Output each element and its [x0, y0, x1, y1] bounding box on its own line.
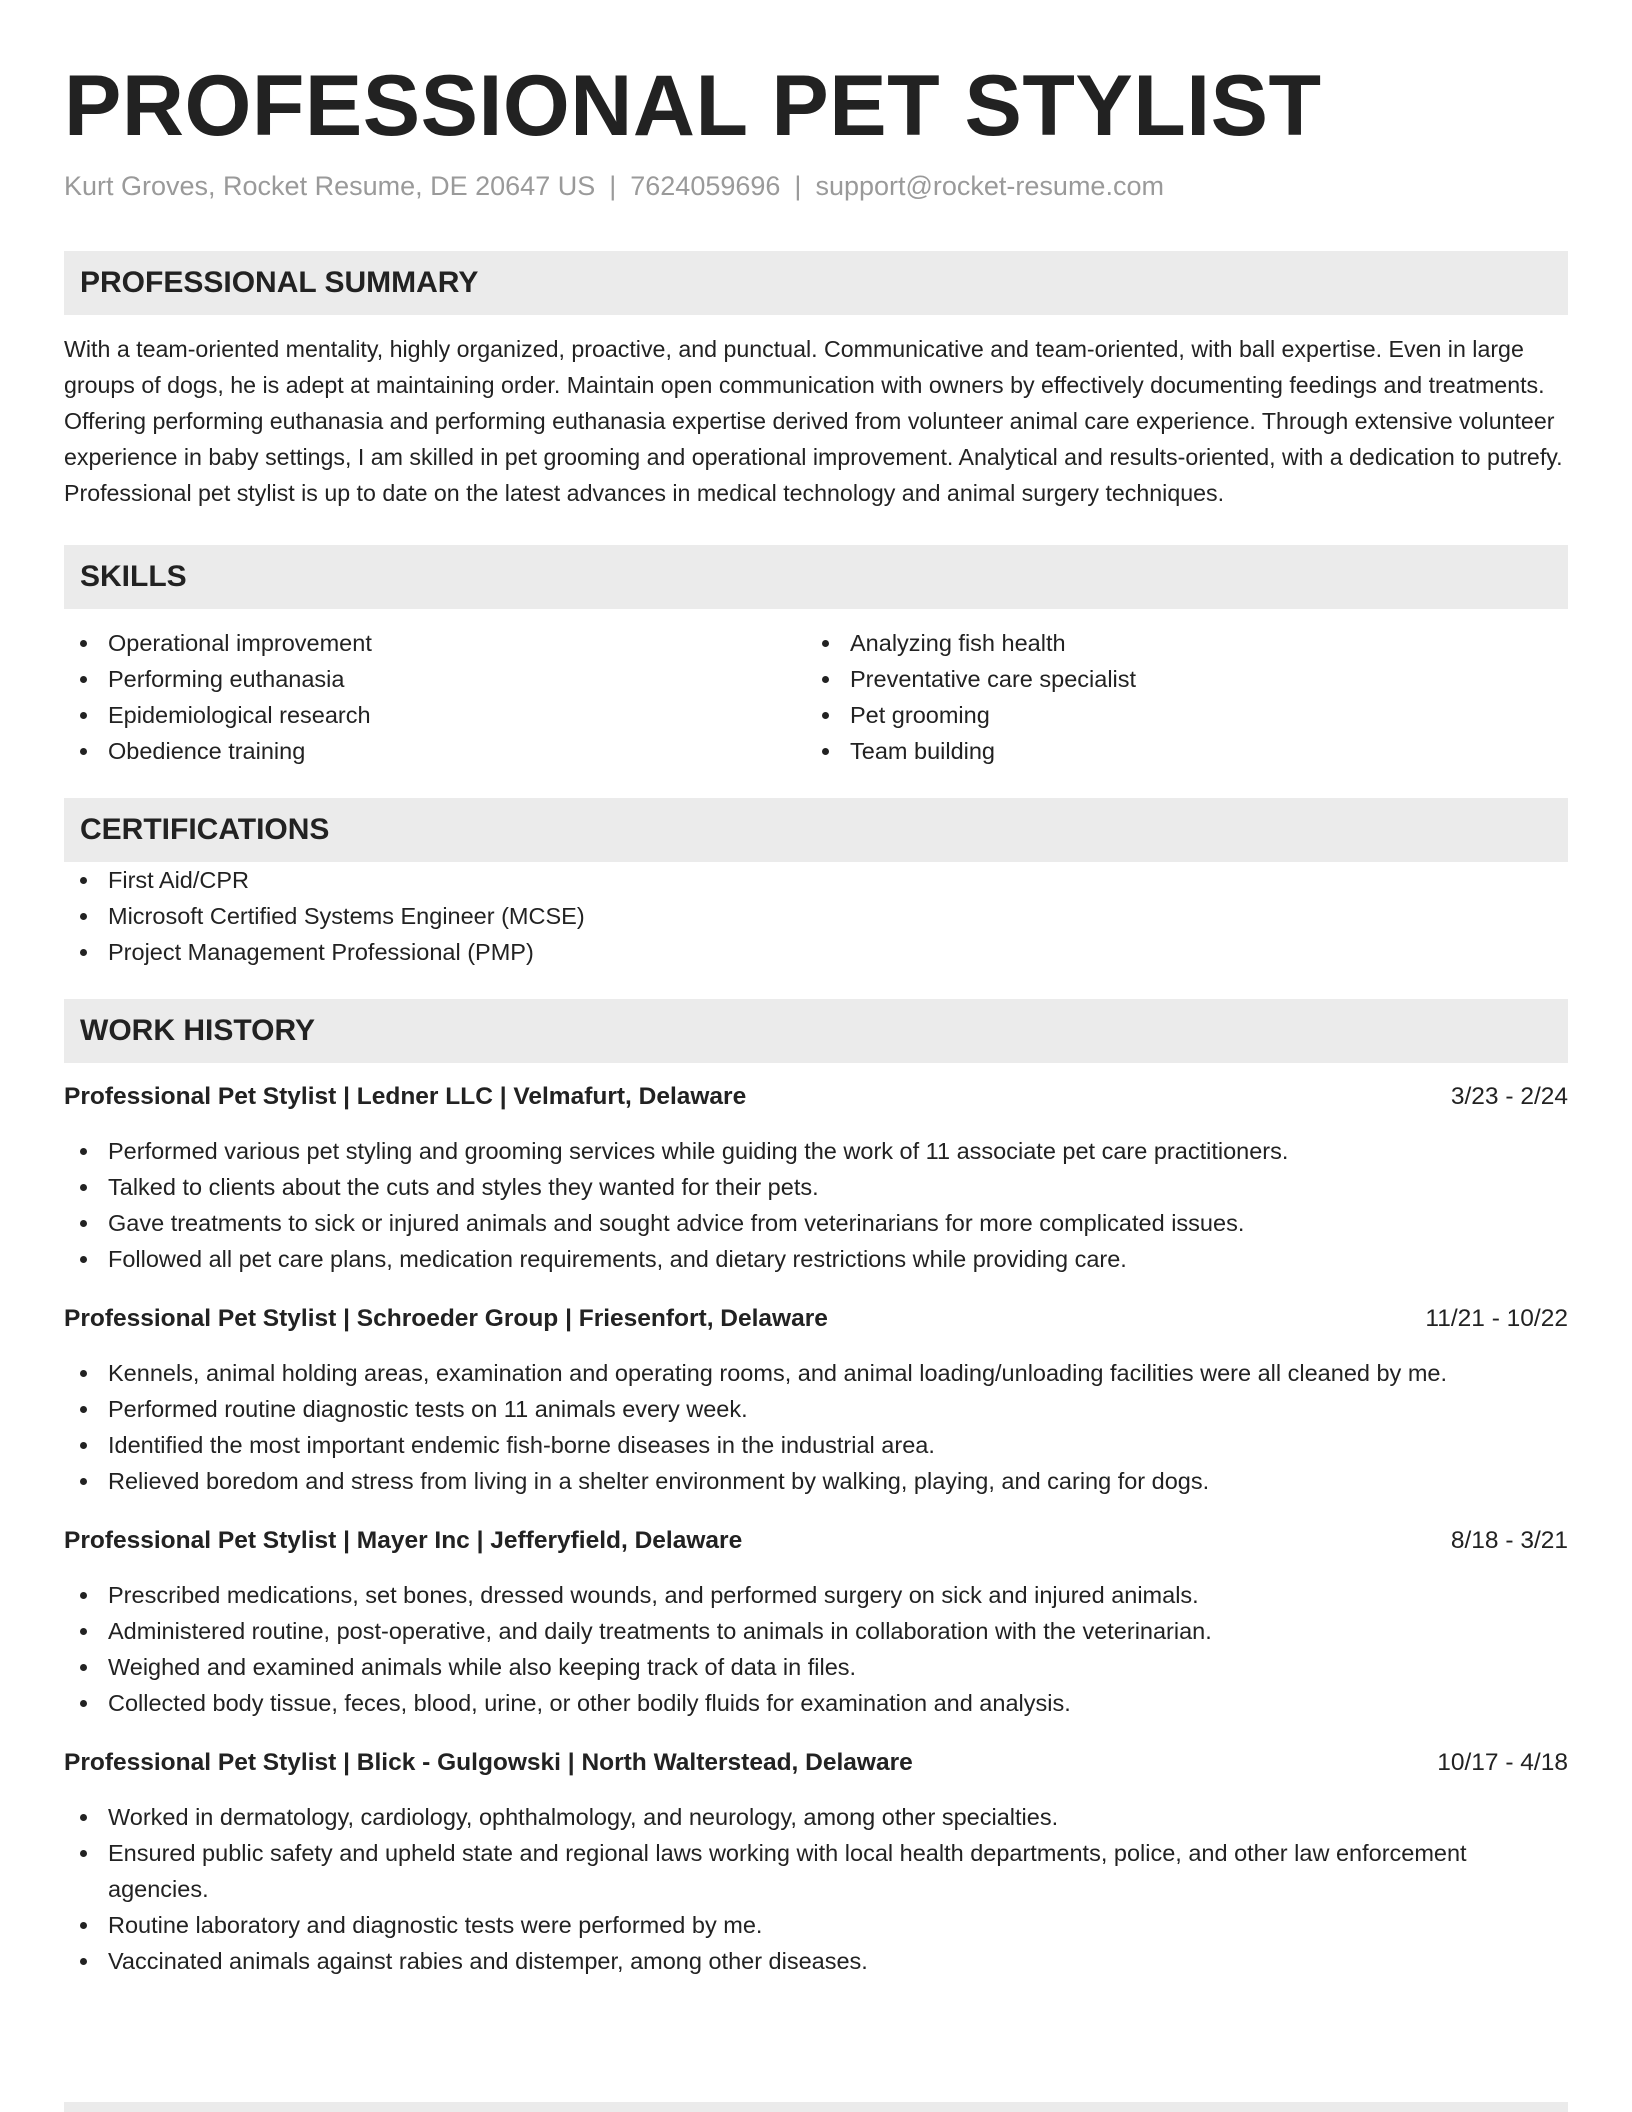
job-duty-item: Performed routine diagnostic tests on 11 animals every week.: [64, 1391, 1568, 1427]
job-dates: 10/17 - 4/18: [1437, 1749, 1568, 1776]
work-history-heading: WORK HISTORY: [64, 999, 1568, 1063]
job-duty-item: Collected body tissue, feces, blood, urine, or other bodily fluids for examination and analysis.: [64, 1685, 1568, 1721]
job-title: Professional Pet Stylist | Schroeder Group | Friesenfort, Delaware: [64, 1305, 828, 1332]
skills-section: [64, 545, 1568, 769]
contact-separator: |: [609, 171, 617, 201]
certifications-heading: CERTIFICATIONS: [64, 798, 1568, 862]
job-duty-item: Kennels, animal holding areas, examination and operating rooms, and animal loading/unloading facilities were all cleaned by me.: [64, 1355, 1568, 1391]
job-header: [64, 1745, 1568, 1781]
job-duty-item: Identified the most important endemic fish-borne diseases in the industrial area.: [64, 1427, 1568, 1463]
certification-item: Project Management Professional (PMP): [64, 934, 1568, 970]
job-entry: [64, 1079, 1568, 1277]
resume-title: PROFESSIONAL PET STYLIST: [64, 58, 1322, 154]
job-duty-item: Vaccinated animals against rabies and distemper, among other diseases.: [64, 1943, 1568, 1979]
certifications-section: [64, 798, 1568, 970]
skills-column-left: [64, 625, 806, 769]
work-history-section: [64, 999, 1568, 1979]
job-header: [64, 1079, 1568, 1115]
skill-item: Operational improvement: [64, 625, 806, 661]
job-duties-list: [64, 1577, 1568, 1721]
job-header: [64, 1301, 1568, 1337]
contact-address: Kurt Groves, Rocket Resume, DE 20647 US: [64, 171, 596, 201]
summary-heading: PROFESSIONAL SUMMARY: [64, 251, 1568, 315]
job-title: Professional Pet Stylist | Mayer Inc | Jefferyfield, Delaware: [64, 1527, 743, 1554]
certification-item: Microsoft Certified Systems Engineer (MCSE): [64, 898, 1568, 934]
job-duties-list: [64, 1133, 1568, 1277]
job-duty-item: Weighed and examined animals while also keeping track of data in files.: [64, 1649, 1568, 1685]
contact-phone: 7624059696: [630, 171, 781, 201]
contact-line: [64, 169, 1568, 203]
skill-item: Pet grooming: [806, 697, 1548, 733]
job-duty-item: Prescribed medications, set bones, dressed wounds, and performed surgery on sick and injured animals.: [64, 1577, 1568, 1613]
job-entry: [64, 1523, 1568, 1721]
skill-item: Preventative care specialist: [806, 661, 1548, 697]
summary-text: With a team-oriented mentality, highly organized, proactive, and punctual. Communicative and team-oriented, with ball expertise. Even in large groups of dogs, he is adept at maintaining order. Maintain open communication with owners by effectively documenting feedings and treatments. Offering performing euthanasia and performing euthanasia expertise derived from volunteer animal care experience. Through extensive volunteer experience in baby settings, I am skilled in pet grooming and operational improvement. Analytical and results-oriented, with a dedication to putrefy. Professional pet stylist is up to date on the latest advances in medical technology and animal surgery techniques.: [64, 336, 1563, 506]
job-duty-item: Routine laboratory and diagnostic tests were performed by me.: [64, 1907, 1568, 1943]
job-title: Professional Pet Stylist | Blick - Gulgowski | North Walterstead, Delaware: [64, 1749, 913, 1776]
job-title: Professional Pet Stylist | Ledner LLC | Velmafurt, Delaware: [64, 1083, 747, 1110]
skill-item: Analyzing fish health: [806, 625, 1548, 661]
job-dates: 11/21 - 10/22: [1425, 1305, 1568, 1332]
job-duties-list: [64, 1799, 1568, 1979]
skills-heading: SKILLS: [64, 545, 1568, 609]
job-duty-item: Followed all pet care plans, medication requirements, and dietary restrictions while providing care.: [64, 1241, 1568, 1277]
job-duty-item: Administered routine, post-operative, and daily treatments to animals in collaboration with the veterinarian.: [64, 1613, 1568, 1649]
skill-item: Team building: [806, 733, 1548, 769]
job-entry: [64, 1745, 1568, 1979]
job-duties-list: [64, 1355, 1568, 1499]
job-entry: [64, 1301, 1568, 1499]
job-duty-item: Talked to clients about the cuts and styles they wanted for their pets.: [64, 1169, 1568, 1205]
skill-item: Performing euthanasia: [64, 661, 806, 697]
summary-section: [64, 251, 1568, 511]
job-dates: 8/18 - 3/21: [1450, 1527, 1568, 1554]
next-section-header-edge: [64, 2102, 1568, 2112]
job-duty-item: Ensured public safety and upheld state and regional laws working with local health departments, police, and other law enforcement agencies.: [64, 1835, 1568, 1907]
skill-item: Epidemiological research: [64, 697, 806, 733]
certifications-list: [64, 862, 1568, 970]
job-duty-item: Worked in dermatology, cardiology, ophthalmology, and neurology, among other specialties.: [64, 1799, 1568, 1835]
skills-grid: [64, 625, 1568, 769]
skills-column-right: [806, 625, 1548, 769]
skill-item: Obedience training: [64, 733, 806, 769]
job-duty-item: Performed various pet styling and grooming services while guiding the work of 11 associate pet care practitioners.: [64, 1133, 1568, 1169]
job-dates: 3/23 - 2/24: [1450, 1083, 1568, 1110]
contact-separator: |: [794, 171, 802, 201]
job-duty-item: Gave treatments to sick or injured animals and sought advice from veterinarians for more complicated issues.: [64, 1205, 1568, 1241]
job-duty-item: Relieved boredom and stress from living in a shelter environment by walking, playing, and caring for dogs.: [64, 1463, 1568, 1499]
certification-item: First Aid/CPR: [64, 862, 1568, 898]
job-header: [64, 1523, 1568, 1559]
contact-email: support@rocket-resume.com: [815, 171, 1164, 201]
